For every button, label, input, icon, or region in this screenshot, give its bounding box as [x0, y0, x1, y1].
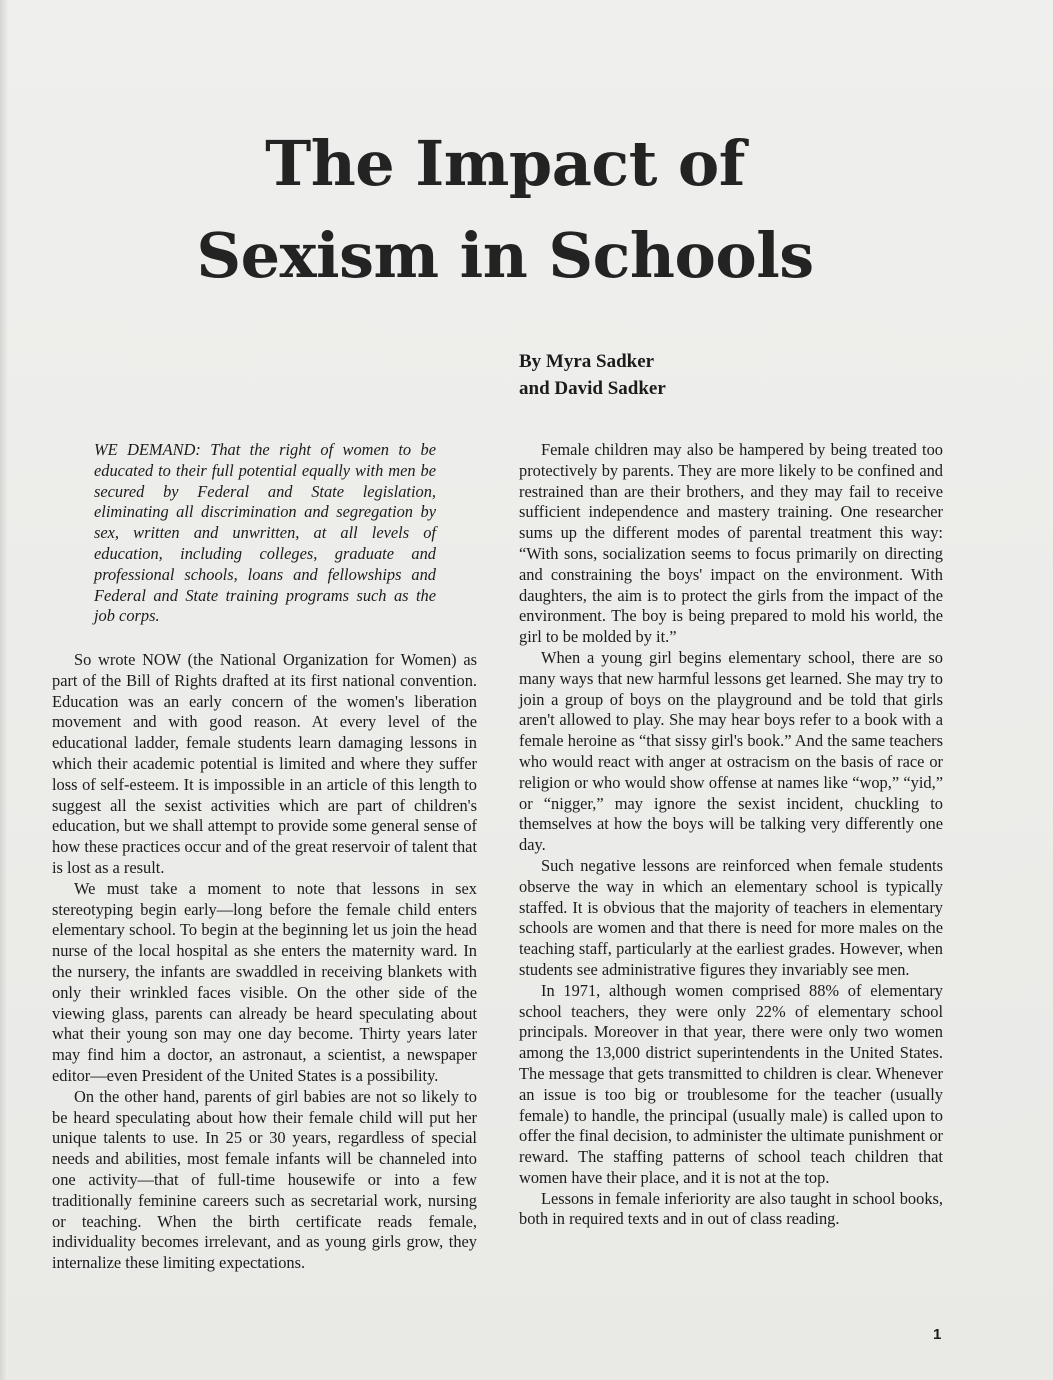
- title-line-1: The Impact of: [265, 127, 745, 200]
- byline-line-2: and David Sadker: [519, 378, 666, 399]
- paragraph: When a young girl begins elementary school, there are so many ways that new harmful lessons get learned. She may try to join a group of boys on the playground and be told that girls aren't allowed to play. She may hear boys refer to a book with a female heroine as “that sissy girl's book.” And the same teachers who would react with anger at ostracism on the basis of race or religion or who would show offense at names like “wop,” “yid,” or “nigger,” may ignore the sexist incident, chuckling to themselves at how the boys will be talking very differently one day.: [519, 647, 943, 855]
- paragraph: Lessons in female inferiority are also taught in school books, both in required texts and in out of class reading.: [519, 1188, 943, 1229]
- article-title: [0, 118, 1010, 302]
- left-column: [52, 650, 477, 1274]
- byline: [519, 348, 666, 402]
- paragraph: Female children may also be hampered by being treated too protectively by parents. They are more likely to be confined and restrained than are their brothers, and they may fail to receive sufficient independence and mastery training. One researcher sums up the different modes of parental treatment this way: “With sons, socialization seems to focus primarily on directing and constraining the boys' impact on the environment. With daughters, the aim is to protect the girls from the impact of the environment. The boy is being prepared to mold his world, the girl to be molded by it.”: [519, 440, 943, 647]
- paragraph: We must take a moment to note that lessons in sex stereotyping begin early—long before the female child enters elementary school. To begin at the beginning let us join the head nurse of the local hospital as she enters the maternity ward. In the nursery, the infants are swaddled in receiving blankets with only their wrinkled faces visible. On the other side of the viewing glass, parents can already be heard speculating about what their young son may one day become. Thirty years later may find him a doctor, an astronaut, a scientist, a newspaper editor—even President of the United States is a possibility.: [52, 878, 477, 1085]
- title-line-2: Sexism in Schools: [196, 219, 814, 292]
- paragraph: So wrote NOW (the National Organization for Women) as part of the Bill of Rights drafted at its first national convention. Education was an early concern of the women's liberation movement and with good reason. At every level of the educational ladder, female students learn damaging lessons in which their academic potential is limited and where they suffer loss of self-esteem. It is impossible in an article of this length to suggest all the sexist activities which are part of children's education, but we shall attempt to provide some general sense of how these practices occur and of the great reservoir of talent that is lost as a result.: [52, 650, 477, 877]
- paragraph: On the other hand, parents of girl babies are not so likely to be heard speculating about how their female child will put her unique talents to use. In 25 or 30 years, regardless of special needs and abilities, most female infants will be channeled into one activity—that of full-time housewife or into a few traditionally feminine careers such as secretarial work, nursing or teaching. When the birth certificate reads female, individuality becomes irrelevant, and as young girls grow, they internalize these limiting expectations.: [52, 1086, 477, 1273]
- paragraph: Such negative lessons are reinforced when female students observe the way in which an elementary school is typically staffed. It is obvious that the majority of teachers in elementary schools are women and that there is need for more males on the teaching staff, particularly at the earliest grades. However, when students see administrative figures they invariably see men.: [519, 855, 943, 979]
- right-column: [519, 440, 943, 1230]
- page-number: 1: [933, 1326, 942, 1343]
- paragraph: In 1971, although women comprised 88% of elementary school teachers, they were only 22% of elementary school principals. Moreover in that year, there were only two women among the 13,000 district superintendents in the United States. The message that gets transmitted to children is clear. Whenever an issue is too big or troublesome for the teacher (usually female) to handle, the principal (usually male) is called upon to offer the final decision, to administer the ultimate punishment or reward. The staffing patterns of school teach children that women have their place, and it is not at the top.: [519, 980, 943, 1187]
- byline-line-1: By Myra Sadker: [519, 351, 655, 372]
- now-demand-quote: WE DEMAND: That the right of women to be educated to their full potential equally with men be secured by Federal and State legislation, eliminating all discrimination and segregation by sex, written and unwritten, at all levels of education, including colleges, graduate and professional schools, loans and fellowships and Federal and State training programs such as the job corps.: [94, 440, 436, 626]
